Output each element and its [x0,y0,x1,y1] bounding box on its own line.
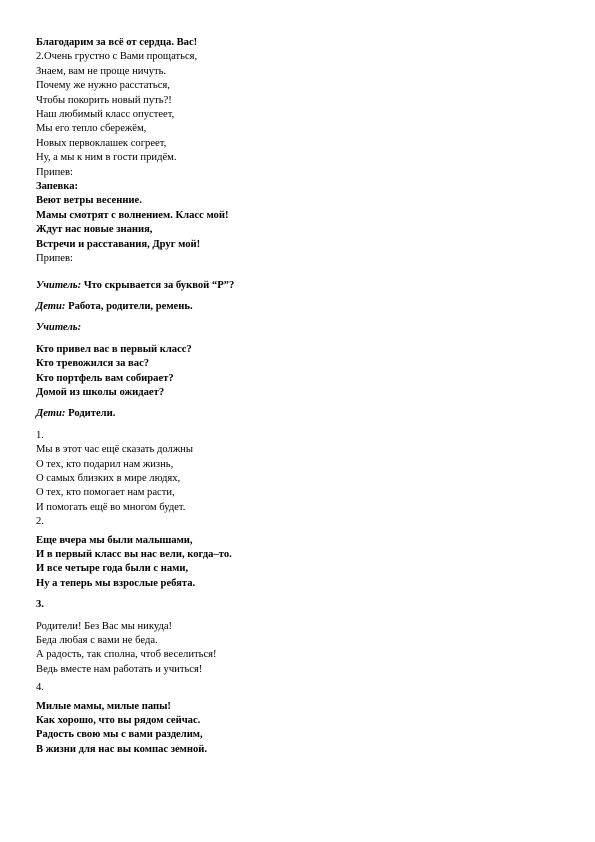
text-line: О самых близких в мире людях, [36,472,181,484]
text-line: Ну, а мы к ним в гости придём. [36,152,177,164]
text-line: И помогать ещё во многом будет. [36,501,186,513]
text-line: Милые мамы, милые папы! [36,700,171,712]
text-line: Ну а теперь мы взрослые ребята. [36,577,196,589]
intro-label: Запевка: [36,181,79,193]
text-line: Ведь вместе нам работать и учиться! [36,663,203,675]
text-line: Ждут нас новые знания, [36,224,153,236]
text-line: Беда любая с вами не беда. [36,635,158,647]
chorus-label: Припев: [36,253,73,265]
dialogue-line [36,407,566,421]
verse-number: 3. [36,599,44,611]
speaker-label: Дети: [36,300,66,312]
text-line: Чтобы покорить новый путь?! [36,94,172,106]
chorus-label: Припев: [36,166,73,178]
speaker-text: Родители. [65,408,116,420]
text-line: Знаем, вам не проще ничуть. [36,65,167,77]
dialogue-line [36,300,566,314]
speaker-label: Учитель: [36,322,82,334]
text-line: А радость, так сполна, чтоб веселиться! [36,649,217,661]
text-line: 2.Очень грустно с Вами прощаться, [36,51,198,63]
text-line: Мы в этот час ещё сказать должны [36,444,193,456]
verse-number: 1. [36,429,44,441]
text-line: Благодарим за всё от сердца. Вас! [36,37,198,48]
text-line: Еще вчера мы были малышами, [36,534,193,546]
text-line: Мамы смотрят с волнением. Класс мой! [36,209,229,221]
text-line: О тех, кто помогает нам расти, [36,487,175,499]
text-line: Наш любимый класс опустеет, [36,109,175,121]
text-line: О тех, кто подарил нам жизнь, [36,458,174,470]
speaker-text: Работа, родители, ремень. [65,300,193,312]
text-line: В жизни для нас вы компас земной. [36,743,208,755]
text-line: Веют ветры весенние. [36,195,142,207]
text-line: И в первый класс вы нас вели, когда–то. [36,549,232,560]
text-line: Домой из школы ожидает? [36,386,165,398]
text-line: Кто портфель вам собирает? [36,372,174,384]
text-line: Почему же нужно расстаться, [36,80,170,92]
text-line: Родители! Без Вас мы никуда! [36,620,173,632]
dialogue-line [36,279,566,293]
text-line: Как хорошо, что вы рядом сейчас. [36,715,201,727]
verse-number: 4. [36,682,44,694]
verse-number: 2. [36,516,44,528]
text-line: Кто тревожился за вас? [36,358,150,370]
speaker-label: Учитель: [36,279,82,291]
text-line: Кто привел вас в первый класс? [36,343,192,355]
text-line: Мы его тепло сбережём, [36,123,147,135]
text-line: Новых первоклашек согреет, [36,137,167,149]
text-line: Радость свою мы с вами разделим, [36,729,203,741]
speaker-text: Что скрывается за буквой “Р”? [81,279,235,291]
document-page [36,36,566,757]
text-line: Встречи и расставания, Друг мой! [36,238,201,250]
text-line: И все четыре года были с нами, [36,563,189,575]
speaker-label: Дети: [36,408,66,420]
